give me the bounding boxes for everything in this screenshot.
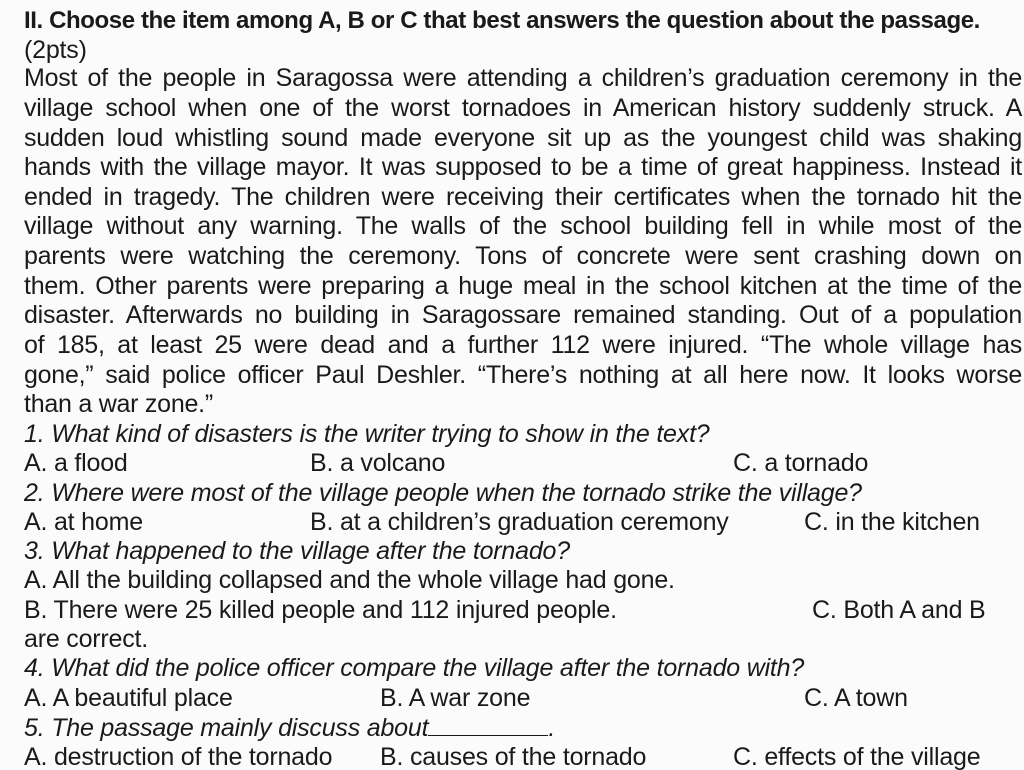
passage-line: sudden loud whistling sound made everyone sit up as the youngest child was shaking	[24, 124, 1022, 152]
question-5-end: .	[548, 714, 556, 742]
q2-option-b[interactable]: B. at a children’s graduation ceremony	[310, 508, 729, 536]
q1-option-b[interactable]: B. a volcano	[310, 449, 446, 477]
passage-line: ended in tragedy. The children were receiving their certificates when the tornado hit the	[24, 183, 1022, 211]
q3-option-c[interactable]: C. Both A and B	[812, 596, 986, 624]
q3-option-a[interactable]: A. All the building collapsed and the whole village had gone.	[24, 566, 675, 594]
question-5	[24, 714, 555, 743]
q4-option-a[interactable]: A. A beautiful place	[24, 684, 233, 712]
question-4: 4. What did the police officer compare the village after the tornado with?	[24, 654, 805, 682]
q1-option-a[interactable]: A. a flood	[24, 449, 128, 477]
passage-line: gone,” said police officer Paul Deshler. “There’s nothing at all here now. It looks worse	[24, 361, 1022, 389]
section-title: II. Choose the item among A, B or C that best answers the question about the passage.	[24, 7, 980, 34]
question-1: 1. What kind of disasters is the writer trying to show in the text?	[24, 420, 710, 448]
question-5-text: 5. The passage mainly discuss about	[24, 714, 429, 742]
q2-option-a[interactable]: A. at home	[24, 508, 143, 536]
section-points: (2pts)	[24, 36, 87, 64]
passage-line: parents were watching the ceremony. Tons of concrete were sent crashing down on	[24, 242, 1022, 270]
q1-option-c[interactable]: C. a tornado	[733, 449, 869, 477]
q3-option-b[interactable]: B. There were 25 killed people and 112 injured people.	[24, 596, 617, 624]
q4-option-c[interactable]: C. A town	[804, 684, 908, 712]
question-3: 3. What happened to the village after the tornado?	[24, 537, 570, 565]
q4-option-b[interactable]: B. A war zone	[380, 684, 531, 712]
answer-blank	[428, 715, 548, 736]
passage-line: village without any warning. The walls of the school building fell in while most of the	[24, 212, 1022, 240]
question-2: 2. Where were most of the village people when the tornado strike the village?	[24, 479, 862, 507]
passage-line: disaster. Afterwards no building in Saragossare remained standing. Out of a population	[24, 301, 1022, 329]
q3-option-c-continued: are correct.	[24, 625, 149, 653]
passage-line: hands with the village mayor. It was supposed to be a time of great happiness. Instead it	[24, 153, 1022, 181]
q2-option-c[interactable]: C. in the kitchen	[804, 508, 980, 536]
q5-option-b[interactable]: B. causes of the tornado	[380, 743, 647, 770]
passage-line: than a war zone.”	[24, 390, 213, 418]
passage-line: of 185, at least 25 were dead and a further 112 were injured. “The whole village has	[24, 331, 1022, 359]
q5-option-a[interactable]: A. destruction of the tornado	[24, 743, 333, 770]
passage-line: village school when one of the worst tornadoes in American history suddenly struck. A	[24, 94, 1022, 122]
q5-option-c[interactable]: C. effects of the village	[733, 743, 981, 770]
passage-line: them. Other parents were preparing a huge meal in the school kitchen at the time of the	[24, 272, 1022, 300]
passage-line: Most of the people in Saragossa were attending a children’s graduation ceremony in the	[24, 64, 1022, 92]
